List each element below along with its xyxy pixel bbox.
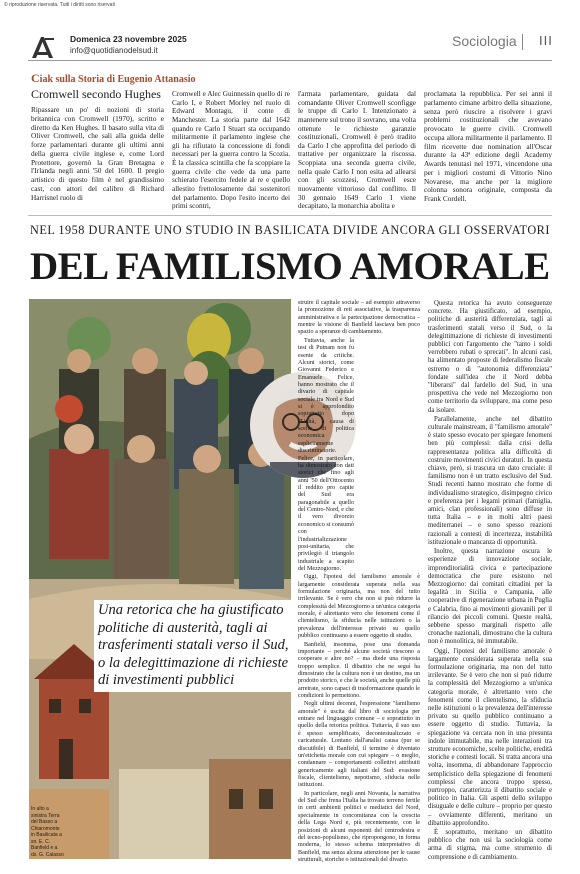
- sidebar-text-4: proclamata la repubblica. Per sei anni il parlamento cimane arbitro della situazione, senza però riuscire a risolvere i gravi problemi costituzionali che avevano provocato le guerre civili. Cromwell occupa allora militarmente il parlamento. Il film ricevette due nomination all'Oscar durante la 43ª edizione degli Academy Awards tenutasi nel 1971, vincendone una per i migliori costumi di Vittorio Nino Novarese, ma anche per la migliore colonna sonora originale, composta da Frank Cordell.: [424, 89, 552, 203]
- issue-date: Domenica 23 novembre 2025: [70, 34, 187, 44]
- page-number: III: [539, 33, 553, 48]
- top-rule: [28, 60, 552, 61]
- pull-quote: Una retorica che ha giustificato politiche di austerità, tagli ai trasferimenti statali verso il Sud, o la delegittimazione di richieste di investimenti pubblici: [94, 600, 294, 692]
- masthead-divider: [522, 34, 523, 50]
- article-paragraph: Banfield, insomma, pose una domanda importante – perché alcune società riescono a cooperare e altre no? – ma diede una risposta troppo semplice. Il dibattito che ne seguì ha dimostrato che la cultura non è un destino, ma un prodotto storico, e che le società, anche quelle più arretrate, sono capaci di trasformazione quando le condizioni lo permettono.: [298, 641, 420, 700]
- article-paragraph: In particolare, negli anni Novanta, la narrativa del Sud che frena l'Italia ha trovato terreno fertile in certi ambienti politici e mediatici del Nord, specialmente in concomitanza con la crescita della Lega Nord e, più recentemente, con le posizioni di alcuni esponenti del centrodestra e del tecno-populismo, che ripropongono, in forma moderna, lo stesso schema interpretativo di Banfield, ma senza alcuna attenzione per le cause strutturali, storiche o istituzionali del divario.: [298, 790, 420, 863]
- rubric-initial: C: [31, 71, 40, 85]
- sidebar-column-4: [424, 90, 552, 205]
- section-name: Sociologia: [452, 33, 517, 49]
- article-paragraph: È soprattutto, meritano un dibattito pubblico che non usi la sociologia come arma di stigma, ma come strumento di comprensione e di cambiamento.: [428, 829, 552, 861]
- sidebar-title: Cromwell secondo Hughes: [31, 87, 161, 101]
- article-paragraph: Tuttavia, anche la tesi di Putnam non fu esente da critiche. Alcuni storici, come Giovanni Federico e Emanuele Felice, hanno mostrato che il divario di capitale sociale tra Nord e Sud si è approfondito soprattutto dopo l'Unità, a causa di scelte di politica economica esplicitamente discriminatorie. Felice, in particolare, ha dimostrato con dati storici che fino agli anni '50 dell'Ottocento il reddito pro capite del Sud era paragonabile a quello del Centro-Nord, e che il vero divorzio economico si consumò con l'industrializzazione post-unitaria, che privilegiò il triangolo industriale a scapito del Mezzogiorno.: [298, 337, 354, 572]
- newspaper-logo-icon: [30, 34, 56, 60]
- article-paragraph: Negli ultimi decenni, l'espressione "familismo amorale" è uscita dal libro di sociologia per entrare nel linguaggio comune – e soprattutto in quello della retorica politica. Tuttavia, il suo uso è spesso semplificato, decontestualizzato e caricaturale. Lontano dall'analisi causa (pur se discutibile) di Banfield, il termine è diventato un'etichetta morale con cui spiegare – o meglio, condannare – comportamenti collettivi attribuiti genericamente agli italiani del Sud: evasione fiscale, clientelismo, nepotismo, sfiducia nelle istituzioni.: [298, 701, 420, 789]
- contact-email[interactable]: info@quotidianodelsud.it: [70, 46, 158, 55]
- article-paragraph: struire il capitale sociale – ad esempio attraverso la promozione di reti associative, la trasparenza amministrativa e la partecipazione democratica – mentre la visione di Banfield lasciava ben poco spazio a speranze di cambiamento.: [298, 300, 420, 336]
- painting-image: [29, 299, 291, 859]
- sidebar-column-2: [172, 90, 290, 212]
- article-column-1: [298, 300, 420, 865]
- copyright-notice: © riproduzione riservata. Tutti i diritti sono riservati: [4, 2, 115, 8]
- rubric-text: iak sulla Storia di Eugenio Attanasio: [39, 74, 196, 85]
- masthead: [0, 26, 580, 62]
- article-column-2: [428, 300, 552, 863]
- article-paragraph: Oggi, l'ipotesi del familismo amorale è largamente considerata superata nella sua formulazione originaria, ma non del tutto irrilevante. Se è vero che non si può ridurre la complessità del Mezzogiorno a un'unica categoria morale, è altrettanto vero che fenomeni come il clientelismo, la sfiducia nelle istituzioni o la prevalenza dell'interesse privato su quello pubblico continuano a essere oggetto di studio.: [298, 574, 420, 640]
- article-paragraph: Parallelamente, anche nel dibattito culturale mainstream, il "familismo amorale" è stato spesso evocato per spiegare fenomeni ben più complessi: dalla crisi della rappresentanza politica alla difficoltà di costruire movimenti civici duraturi. In questa chiave, però, si trascura un dato cruciale: il familismo non è un tratto esclusivo del Sud. Studi recenti hanno mostrato che forme di individualismo strategico, disimpegno civico e preferenza per i legami primari (famiglia, amici, clan professionali) sono diffuse in tutta Italia – e in molti altri paesi mediterranei – e sono spesso reazioni razionali a contesti di incertezza, instabilità istituzionale o mancanza di opportunità.: [428, 415, 552, 546]
- sidebar-column-1: [31, 106, 164, 203]
- sidebar-text-2: Cromwell e Alec Guinnessin quello di re Carlo I, e Robert Morley nel ruolo di Edward Montagu, il conte di Manchester. La storia parte dal 1642 quando re Carlo I Stuart sta occupando militarmente il parlamento inglese che gli ha rifiutato la concessione di fondi necessari per la guerra contro la Scozia. È la classica scintilla che fa scoppiare la guerra civile che vede da una parte schierato l'esercito fedele al re e quello allestito frettolosamente dai sostenitori del parlamento. Dopo l'esito incerto dei primi scontri,: [172, 90, 290, 211]
- article-kicker: NEL 1958 DURANTE UNO STUDIO IN BASILICATA DIVIDE ANCORA GLI OSSERVATORI: [30, 223, 550, 237]
- article-headline: DEL FAMILISMO AMORALE: [30, 245, 550, 288]
- sidebar-text-1: Ripassare un po' di nozioni di storia britannica con Cromwell (1970), scritto e diretto da Ken Hughes. Il basato sulla vita di Oliver Cromwell, che sali alla guida delle forze parlamentari durante gli ultimi anni della guerra civile inglese e, come Lord Protettore, governò la Gran Bretagna e l'Irlanda negli anni '50 del 1600. Il pregio artistico di questo film è nel grandissimo cast, con attori del calibro di Richard Harrisnel ruolo di: [31, 105, 164, 202]
- article-paragraph: Inoltre, questa narrazione oscura le esperienze di innovazione sociale, imprenditorialità civica e partecipazione democratica che pure esistono nel Mezzogiorno: dai comitati cittadini per la legalità in Sicilia e Campania, alle cooperative di rigenerazione urbana in Puglia e Calabria, fino ai movimenti giovanili per il rilancio dei piccoli comuni. Queste realtà, sebbene spesso marginali rispetto alle cronache nazionali, dimostrano che la cultura non è monolitica, né immutabile.: [428, 548, 552, 646]
- article-paragraph: Oggi, l'ipotesi del familismo amorale è largamente considerata superata nella sua formulazione originaria, ma non del tutto irrilevante. Se è vero che non si può ridurre la complessità del Mezzogiorno a un'unica categoria morale, è altrettanto vero che fenomeni come il clientelismo, la sfiducia nelle istituzioni o la prevalenza dell'interesse privato su quello pubblico continuano a essere oggetto di studio. Tuttavia, la spiegazione va cercata non in una presunta indole immutabile, ma nelle interazioni tra strutture economiche, scelte politiche, eredità storiche e contesti locali. Si tratta ancora una volta, insomma, di abbandonare l'approccio semplicistico della spiegazione di fenomeni complessi che ancora troppo spesso, purtroppo, caratterizza il dibattito sociale e politico in Italia. Gli aspetti dello sviluppo disuguale e delle culture – proprio per questo – ovviamente differenti, meritano un dibattito approfondito.: [428, 647, 552, 827]
- rubric-title: [31, 71, 196, 86]
- article-paragraph: Questa retorica ha avuto conseguenze concrete. Ha giustificato, ad esempio, politiche di austerità differenziata, tagli ai trasferimenti statali verso il Sud, o la delegittimazione di richieste di investimenti pubblici con l'argomento che "tanto i soldi verrebbero rubati o sprecati". In alcuni casi, ha alimentato proposte di federalismo fiscale estremo o di "autonomia differenziata" fondate sull'idea che il Nord debba "liberarsi" dal fardello del Sud, in una prospettiva che vede nel Mezzogiorno non come territorio da sviluppare, ma come peso da isolare.: [428, 300, 552, 414]
- sidebar-column-3: [298, 90, 416, 212]
- photo-caption: In alto a sinistra Terra del Basso a Chiaromonte in Basilicata a sn. E. C. Banfield e a dx. G. Calasso: [31, 806, 64, 858]
- section-rule: [28, 215, 552, 216]
- sidebar-text-3: l'armata parlamentare, guidata dal comandante Oliver Cromwell sconfigge le truppe di Carlo I. Intenzionato a mantenere sul trono il sovrano, una volta ottenute le richieste garanzie costituzionali, Cromwell è però tradito da Carlo I che approfitta del periodo di trattative per organizzare la riscossa. Scoppiata una seconda guerra civile, nella quale Carlo I non esita ad allearsi con gli scozzesi, Cromwell esce nuovamente vittorioso dal conflitto. Il 30 gennaio 1649 Carlo I viene decapitato, la monarchia abolita e: [298, 90, 416, 211]
